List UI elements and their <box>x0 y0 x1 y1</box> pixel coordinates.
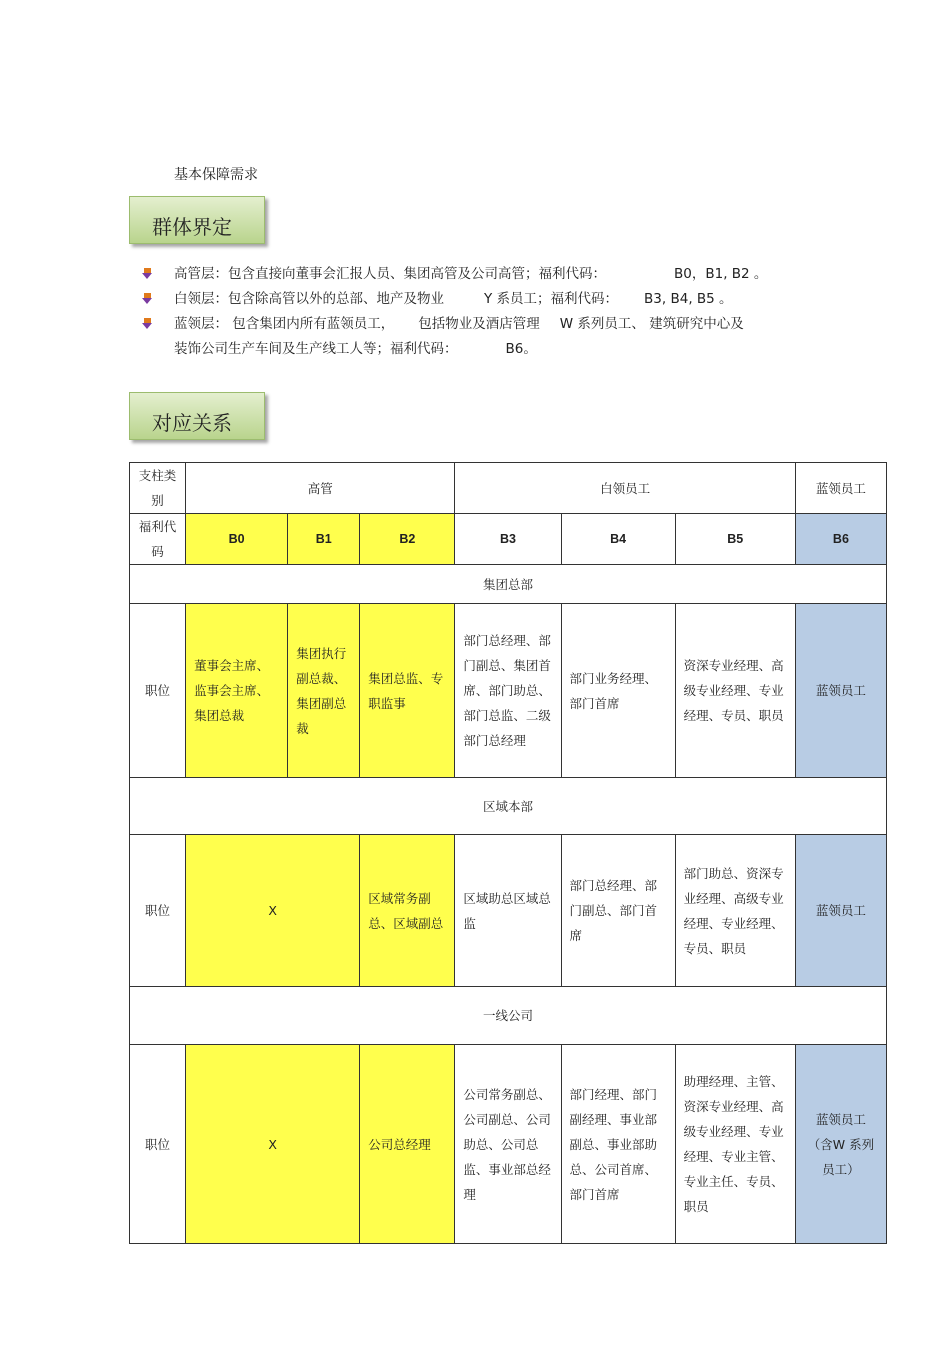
region-b5-cell: 部门助总、资深专业经理、高级专业经理、专业经理、专员、职员 <box>675 835 795 987</box>
bullet-text-line2: 装饰公司生产车间及生产线工人等；福利代码： <box>174 341 458 357</box>
bullet-text-mid2: W 系列员工、 建筑研究中心及 <box>559 316 744 332</box>
hq-b4-cell: 部门业务经理、部门首席 <box>561 604 675 778</box>
hq-b2-cell: 集团总监、专职监事 <box>360 604 455 778</box>
bullet-arrow-icon <box>142 268 153 279</box>
frontline-section-title: 一线公司 <box>130 987 887 1045</box>
frontline-b6-cell: 蓝领员工（含W 系列员工） <box>795 1045 886 1244</box>
region-b0-b1-cell: X <box>186 835 360 987</box>
bullet-arrow-icon <box>142 318 153 329</box>
group-definition-list <box>140 262 830 362</box>
hq-b3-cell: 部门总经理、部门副总、集团首席、部门助总、部门总监、二级部门总经理 <box>455 604 561 778</box>
region-section-title: 区域本部 <box>130 778 887 835</box>
bullet-text: 高管层：包含直接向董事会汇报人员、集团高管及公司高管；福利代码： <box>174 266 606 282</box>
code-b2: B2 <box>360 514 455 565</box>
table-row <box>130 835 887 987</box>
bullet-text-mid: 包括物业及酒店管理 <box>418 316 540 332</box>
hq-b1-cell: 集团执行副总裁、集团副总裁 <box>288 604 360 778</box>
frontline-b3-cell: 公司常务副总、公司副总、公司助总、公司总监、事业部总经理 <box>455 1045 561 1244</box>
frontline-b4-cell: 部门经理、部门副经理、事业部副总、事业部助总、公司首席、部门首席 <box>561 1045 675 1244</box>
table-row <box>130 463 887 514</box>
list-item <box>140 312 830 362</box>
table-row <box>130 565 887 604</box>
code-b1: B1 <box>288 514 360 565</box>
exec-header: 高管 <box>186 463 455 514</box>
hq-section-title: 集团总部 <box>130 565 887 604</box>
frontline-b5-cell: 助理经理、主管、资深专业经理、高级专业经理、专业经理、专业主管、专业主任、专员、职员 <box>675 1045 795 1244</box>
table-row <box>130 604 887 778</box>
benefit-code-text: B3, B4, B5 。 <box>644 291 733 307</box>
frontline-b0-b1-cell: X <box>186 1045 360 1244</box>
benefit-code-label: 福利代码 <box>130 514 186 565</box>
table-row <box>130 1045 887 1244</box>
list-item <box>140 287 830 312</box>
hq-b6-cell: 蓝领员工 <box>795 604 886 778</box>
blue-collar-header: 蓝领员工 <box>795 463 886 514</box>
region-b4-cell: 部门总经理、部门副总、部门首席 <box>561 835 675 987</box>
table-row <box>130 514 887 565</box>
list-item <box>140 262 830 287</box>
bullet-text: 蓝领层： 包含集团内所有蓝领员工， <box>174 316 395 332</box>
code-b4: B4 <box>561 514 675 565</box>
bullet-arrow-icon <box>142 293 153 304</box>
bullet-text-mid: Y 系员工；福利代码： <box>484 291 619 307</box>
position-label: 职位 <box>130 835 186 987</box>
section-title-mapping: 对应关系 <box>129 392 265 440</box>
code-b0: B0 <box>186 514 288 565</box>
region-b6-cell: 蓝领员工 <box>795 835 886 987</box>
table-row <box>130 987 887 1045</box>
region-b3-cell: 区域助总区域总监 <box>455 835 561 987</box>
code-b3: B3 <box>455 514 561 565</box>
region-b2-cell: 区域常务副总、区域副总 <box>360 835 455 987</box>
hq-b0-cell: 董事会主席、监事会主席、集团总裁 <box>186 604 288 778</box>
pillar-category-label: 支柱类别 <box>130 463 186 514</box>
section-title-group-definition: 群体界定 <box>129 196 265 244</box>
frontline-b2-cell: 公司总经理 <box>360 1045 455 1244</box>
code-b6: B6 <box>795 514 886 565</box>
bullet-text: 白领层：包含除高管以外的总部、地产及物业 <box>174 291 444 307</box>
position-label: 职位 <box>130 604 186 778</box>
intro-heading: 基本保障需求 <box>174 167 258 183</box>
table-row <box>130 778 887 835</box>
mapping-table <box>129 462 887 1244</box>
white-collar-header: 白领员工 <box>455 463 795 514</box>
code-b5: B5 <box>675 514 795 565</box>
benefit-code-text: B0，B1, B2 。 <box>674 266 768 282</box>
hq-b5-cell: 资深专业经理、高级专业经理、专业经理、专员、职员 <box>675 604 795 778</box>
position-label: 职位 <box>130 1045 186 1244</box>
benefit-code-text: B6。 <box>505 341 537 357</box>
